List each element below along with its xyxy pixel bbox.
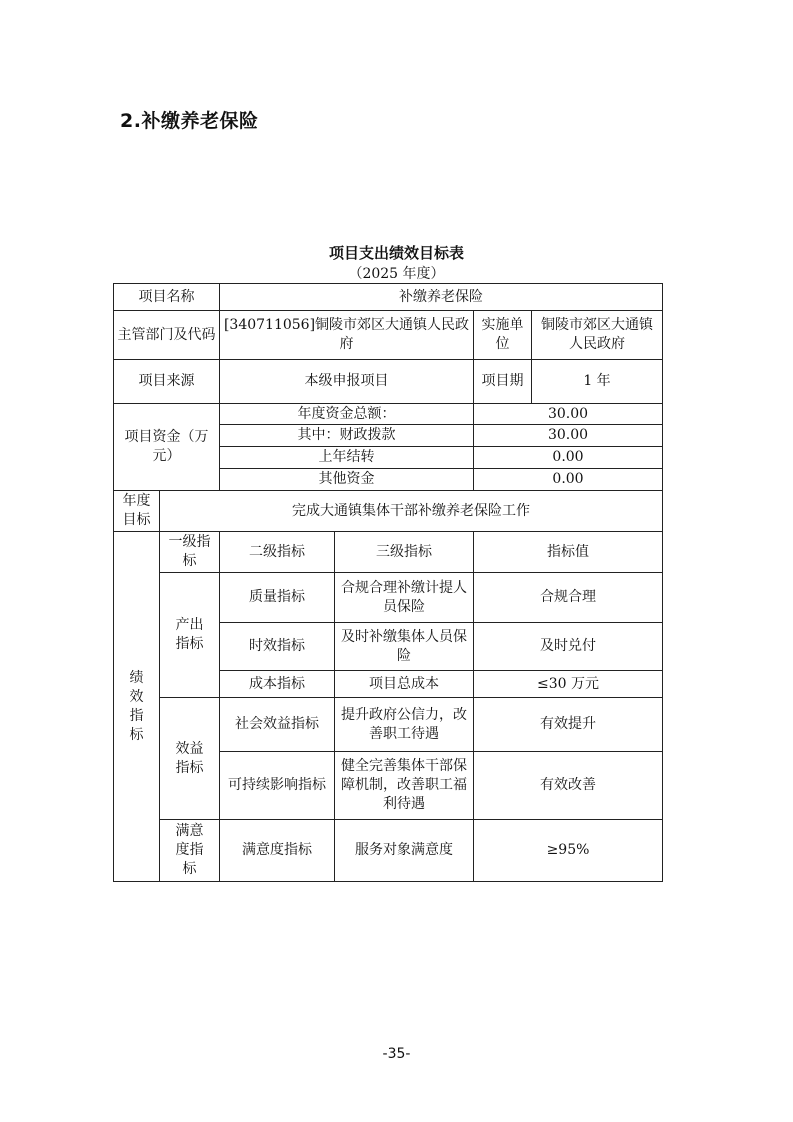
- table-row: [114, 284, 663, 311]
- header-value: 指标值: [474, 532, 663, 573]
- sustain-level3: 健全完善集体干部保障机制，改善职工福利待遇: [335, 752, 474, 820]
- table-title: 项目支出绩效目标表: [328, 244, 464, 262]
- timeliness-level2: 时效指标: [220, 623, 335, 671]
- header-level3: 三级指标: [335, 532, 474, 573]
- table-row: [114, 360, 663, 404]
- impl-value: 铜陵市郊区大通镇人民政府: [532, 311, 663, 360]
- output-label: 产出指标: [160, 573, 220, 698]
- table-row: [114, 573, 663, 623]
- funds-other-value: 0.00: [474, 469, 663, 491]
- funds-total-value: 30.00: [474, 404, 663, 425]
- sustain-value: 有效改善: [474, 752, 663, 820]
- cost-level2: 成本指标: [220, 671, 335, 698]
- funds-carryover-label: 上年结转: [220, 447, 474, 469]
- social-level3: 提升政府公信力，改善职工待遇: [335, 698, 474, 752]
- satisfaction-value: ≥95%: [474, 820, 663, 882]
- table-row: [114, 491, 663, 532]
- table-row: [114, 404, 663, 425]
- funds-label: 项目资金（万元）: [114, 404, 220, 491]
- project-name-label: 项目名称: [114, 284, 220, 311]
- funds-fiscal-value: 30.00: [474, 425, 663, 447]
- social-level2: 社会效益指标: [220, 698, 335, 752]
- annual-goal-label: 年度目标: [114, 491, 160, 532]
- quality-level3: 合规合理补缴计提人员保险: [335, 573, 474, 623]
- funds-other-label: 其他资金: [220, 469, 474, 491]
- performance-table: [113, 283, 663, 882]
- section-heading: 2.补缴养老保险: [120, 110, 259, 132]
- source-value: 本级申报项目: [220, 360, 474, 404]
- timeliness-value: 及时兑付: [474, 623, 663, 671]
- page-number: -35-: [382, 1046, 411, 1062]
- quality-level2: 质量指标: [220, 573, 335, 623]
- timeliness-level3: 及时补缴集体人员保险: [335, 623, 474, 671]
- period-label: 项目期: [474, 360, 532, 404]
- perf-label: 绩效指标: [114, 532, 160, 882]
- impl-label: 实施单位: [474, 311, 532, 360]
- funds-total-label: 年度资金总额：: [220, 404, 474, 425]
- social-value: 有效提升: [474, 698, 663, 752]
- table-year: （2025 年度）: [348, 266, 445, 282]
- header-level2: 二级指标: [220, 532, 335, 573]
- cost-value: ≤30 万元: [474, 671, 663, 698]
- cost-level3: 项目总成本: [335, 671, 474, 698]
- satisfaction-level3: 服务对象满意度: [335, 820, 474, 882]
- table-row: [114, 820, 663, 882]
- source-label: 项目来源: [114, 360, 220, 404]
- benefit-label: 效益指标: [160, 698, 220, 820]
- satisfaction-label: 满意度指标: [160, 820, 220, 882]
- funds-carryover-value: 0.00: [474, 447, 663, 469]
- table-row: [114, 311, 663, 360]
- table-row: [114, 532, 663, 573]
- dept-label: 主管部门及代码: [114, 311, 220, 360]
- period-value: 1 年: [532, 360, 663, 404]
- sustain-level2: 可持续影响指标: [220, 752, 335, 820]
- table-row: [114, 698, 663, 752]
- satisfaction-level2: 满意度指标: [220, 820, 335, 882]
- header-level1: 一级指标: [160, 532, 220, 573]
- dept-value: [340711056]铜陵市郊区大通镇人民政府: [220, 311, 474, 360]
- project-name-value: 补缴养老保险: [220, 284, 663, 311]
- funds-fiscal-label: 其中：财政拨款: [220, 425, 474, 447]
- quality-value: 合规合理: [474, 573, 663, 623]
- annual-goal-value: 完成大通镇集体干部补缴养老保险工作: [160, 491, 663, 532]
